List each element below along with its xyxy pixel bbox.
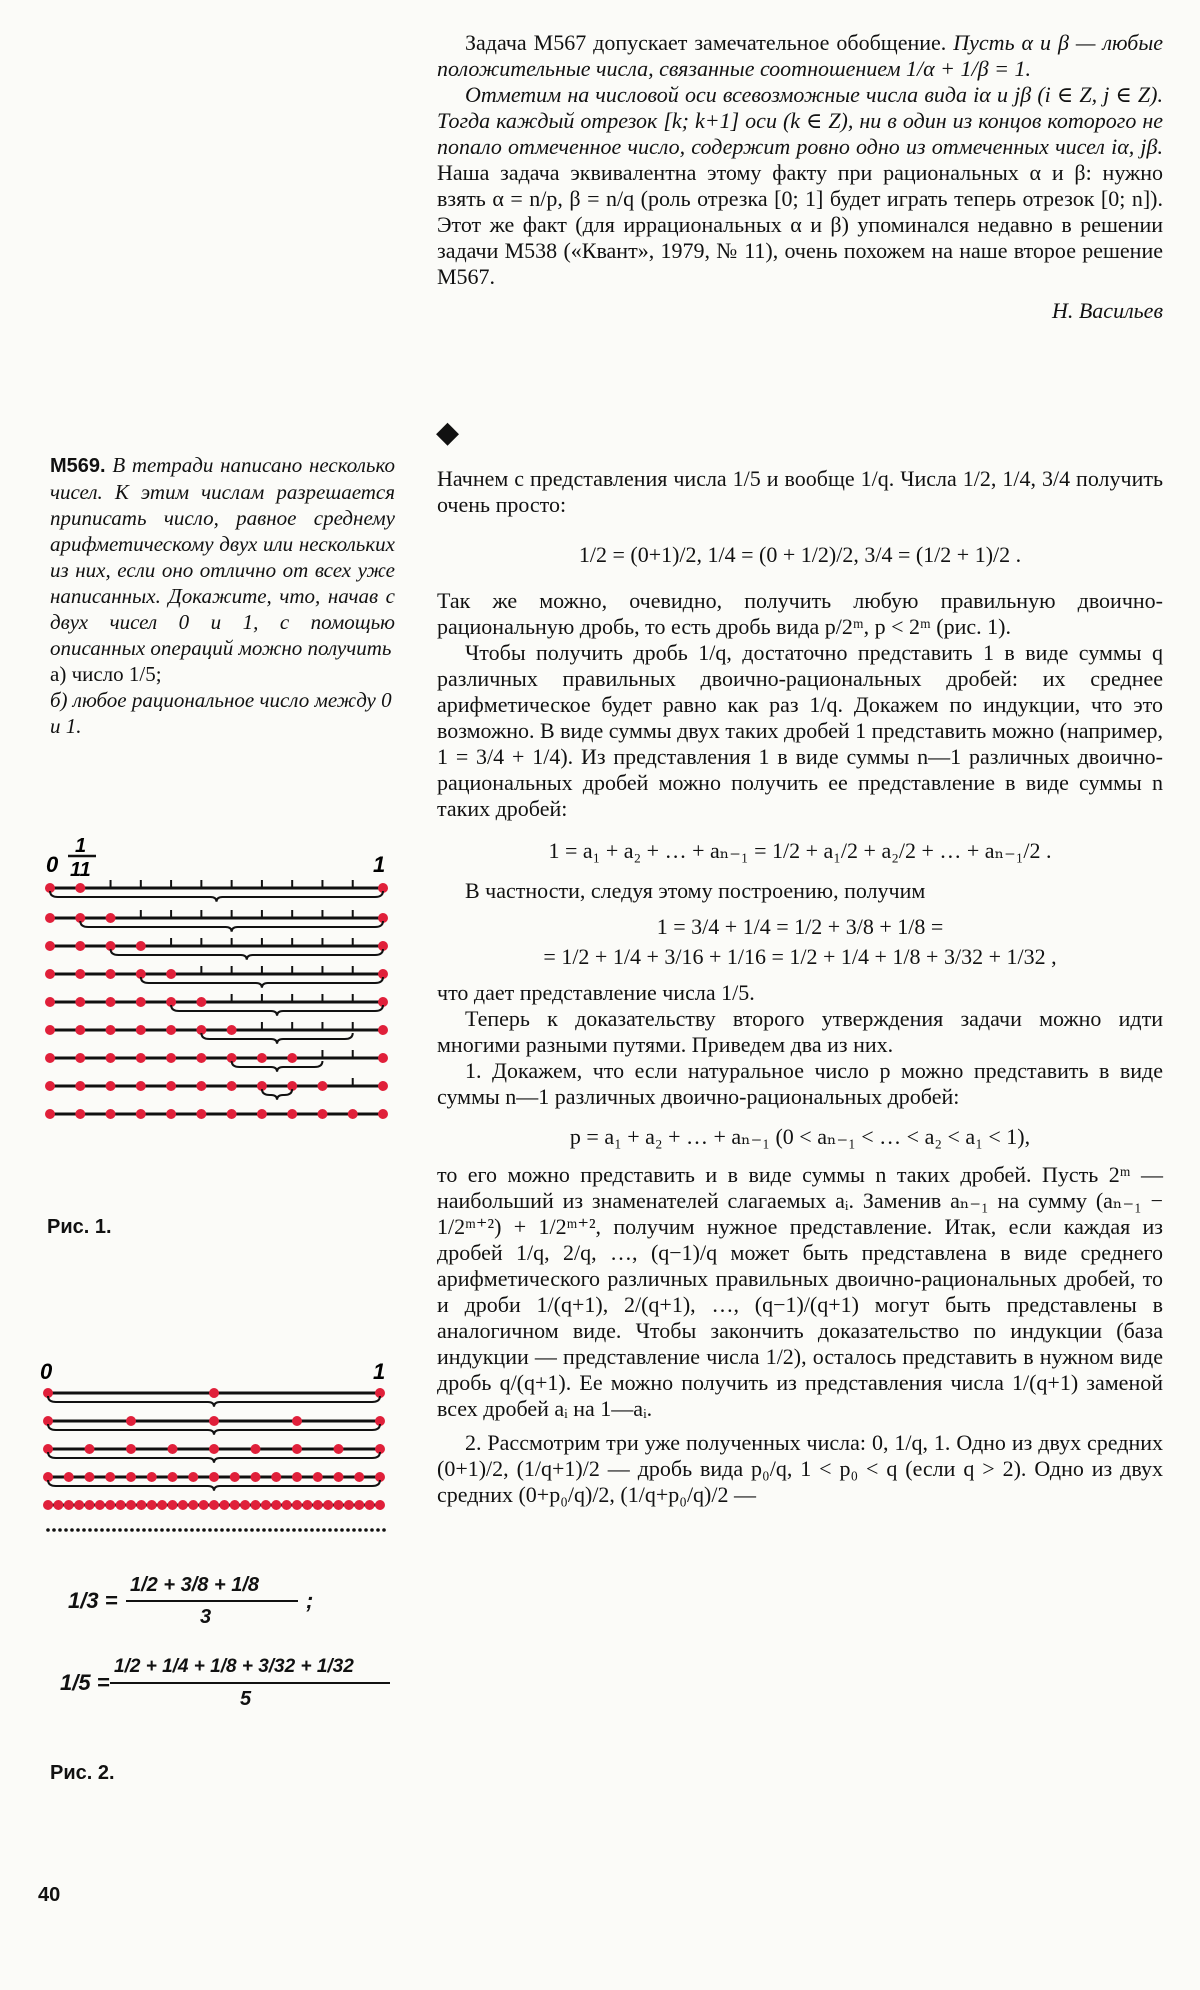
fig2-dotted-line-dot xyxy=(328,1528,332,1532)
fig2-dotted-line-dot xyxy=(76,1528,80,1532)
fig2-dotted-line-dot xyxy=(214,1528,218,1532)
fig2-dotted-line-dot xyxy=(226,1528,230,1532)
fig1-dot xyxy=(166,1081,176,1091)
fig1-dot xyxy=(196,997,206,1007)
fig2-dot xyxy=(354,1472,364,1482)
fig2-eq1-den: 3 xyxy=(200,1606,212,1628)
fig2-dot xyxy=(147,1472,157,1482)
formula-chain-1: 1 = 3/4 + 1/4 = 1/2 + 3/8 + 1/8 = xyxy=(656,914,944,939)
fig2-dotted-line-dot xyxy=(178,1528,182,1532)
fig1-dot xyxy=(106,1109,116,1119)
fig2-dotted-line-dot xyxy=(142,1528,146,1532)
problem-block xyxy=(50,452,395,739)
fig1-dot xyxy=(257,1053,267,1063)
fig1-dot xyxy=(106,913,116,923)
fig1-dot xyxy=(75,969,85,979)
fig2-dot xyxy=(85,1472,95,1482)
fig1-dot xyxy=(75,997,85,1007)
fig2-dotted-line-dot xyxy=(94,1528,98,1532)
fig2-dotted-line-dot xyxy=(370,1528,374,1532)
fig2-dot xyxy=(251,1444,261,1454)
fig2-dotted-line-dot xyxy=(166,1528,170,1532)
fig2-dotted-line-dot xyxy=(124,1528,128,1532)
fig2-dotted-line-dot xyxy=(334,1528,338,1532)
fig1-dot xyxy=(317,1081,327,1091)
fig2-dotted-line-dot xyxy=(268,1528,272,1532)
fig1-dot xyxy=(378,1053,388,1063)
para-method-1: 1. Докажем, что если натуральное число p можно представить в виде суммы n—1 различных двоично-рациональных дробей: xyxy=(437,1058,1163,1109)
fig1-brace xyxy=(111,949,383,960)
fig1-dot xyxy=(196,1081,206,1091)
fig2-dotted-line-dot xyxy=(196,1528,200,1532)
fig2-dot xyxy=(282,1500,292,1510)
fig2-dotted-line-dot xyxy=(322,1528,326,1532)
formula-sum: 1 = a₁ + a₂ + … + aₙ₋₁ = 1/2 + a₁/2 + a₂/2 + … + aₙ₋₁/2 . xyxy=(548,838,1052,863)
main-text xyxy=(437,466,1163,1508)
fig1-label-0: 0 xyxy=(46,852,59,877)
fig2-dot xyxy=(230,1500,240,1510)
fig2-dot xyxy=(334,1500,344,1510)
fig2-dotted-line-dot xyxy=(70,1528,74,1532)
problem-item-b: б) любое рациональное число между 0 и 1. xyxy=(50,688,392,738)
para-intro: Начнем с представления числа 1/5 и вообще 1/q. Числа 1/2, 1/4, 3/4 получить очень просто: xyxy=(437,466,1163,517)
figure-2 xyxy=(40,1355,400,1555)
fig2-dot xyxy=(292,1416,302,1426)
fig1-dot xyxy=(166,1025,176,1035)
fig2-dotted-line-dot xyxy=(304,1528,308,1532)
fig2-dot xyxy=(168,1500,178,1510)
fig2-dot xyxy=(85,1444,95,1454)
fig1-dot xyxy=(45,997,55,1007)
fig1-dot xyxy=(75,1109,85,1119)
author: Н. Васильев xyxy=(1051,298,1163,323)
fig2-dotted-line-dot xyxy=(154,1528,158,1532)
intro-paragraph-2 xyxy=(437,82,1163,290)
fig1-label-1: 1 xyxy=(373,852,386,877)
fig2-dotted-line-dot xyxy=(310,1528,314,1532)
problem-item-a: а) число 1/5; xyxy=(50,662,162,686)
fig2-dot xyxy=(240,1500,250,1510)
fig2-dot xyxy=(313,1500,323,1510)
page-number: 40 xyxy=(38,1884,61,1906)
para-particular: В частности, следуя этому построению, получим xyxy=(465,878,926,903)
fig2-dotted-line-dot xyxy=(346,1528,350,1532)
fig2-dot xyxy=(168,1472,178,1482)
fig1-dot xyxy=(75,1025,85,1035)
fig2-dot xyxy=(168,1444,178,1454)
figure-1-drawing xyxy=(40,830,400,1180)
fig2-dot xyxy=(313,1472,323,1482)
fig2-dot xyxy=(74,1500,84,1510)
fig1-dot xyxy=(75,1053,85,1063)
fig2-eq2-lhs: 1/5 = xyxy=(60,1670,110,1695)
fig2-dot xyxy=(209,1388,219,1398)
fig1-brace xyxy=(201,1033,352,1044)
fig1-dot xyxy=(45,941,55,951)
figure-1-caption: Рис. 1. xyxy=(47,1216,112,1238)
fig2-eq1-num: 1/2 + 3/8 + 1/8 xyxy=(130,1574,259,1596)
fig1-dot xyxy=(136,997,146,1007)
fig1-dot xyxy=(196,1109,206,1119)
formula-halves: 1/2 = (0+1)/2, 1/4 = (0 + 1/2)/2, 3/4 = (1/2 + 1)/2 . xyxy=(578,542,1022,567)
fig2-dotted-line-dot xyxy=(190,1528,194,1532)
fig2-dot xyxy=(178,1500,188,1510)
fig2-dotted-line-dot xyxy=(160,1528,164,1532)
fig1-dot xyxy=(378,1109,388,1119)
fig2-dot xyxy=(292,1472,302,1482)
fig2-dot xyxy=(251,1472,261,1482)
fig1-dot xyxy=(106,997,116,1007)
fig2-dotted-line-dot xyxy=(136,1528,140,1532)
intro-block xyxy=(437,30,1163,324)
para-dyadic: Так же можно, очевидно, получить любую правильную двоично-рациональную дробь, то есть дробь вида p/2ᵐ, p < 2ᵐ (рис. 1). xyxy=(437,588,1163,639)
fig2-dotted-line-dot xyxy=(364,1528,368,1532)
fig2-dot xyxy=(302,1500,312,1510)
fig1-dot xyxy=(317,1109,327,1119)
fig1-dot xyxy=(227,1109,237,1119)
fig1-dot xyxy=(348,1109,358,1119)
fig2-dotted-line-dot xyxy=(118,1528,122,1532)
fig2-eq2-bar xyxy=(110,1682,390,1684)
fig1-dot xyxy=(45,1053,55,1063)
formula-p: p = a₁ + a₂ + … + aₙ₋₁ (0 < aₙ₋₁ < … < a₂ < a₁ < 1), xyxy=(569,1124,1031,1149)
fig1-label-numerator: 1 xyxy=(75,835,87,857)
fig2-dot xyxy=(95,1500,105,1510)
fig2-dotted-line-dot xyxy=(208,1528,212,1532)
fig2-dot xyxy=(334,1472,344,1482)
fig2-eq1-semicolon: ; xyxy=(306,1588,314,1613)
fig2-eq1-bar xyxy=(126,1600,298,1602)
fig2-dotted-line-dot xyxy=(88,1528,92,1532)
fig2-dotted-line-dot xyxy=(100,1528,104,1532)
fig2-rows xyxy=(43,1388,386,1532)
fig1-dot xyxy=(378,1025,388,1035)
fig2-dot xyxy=(344,1500,354,1510)
fig2-dotted-line-dot xyxy=(244,1528,248,1532)
fig2-dotted-line-dot xyxy=(256,1528,260,1532)
fig2-dotted-line-dot xyxy=(274,1528,278,1532)
fig2-dot xyxy=(188,1500,198,1510)
fig2-dot xyxy=(43,1500,53,1510)
fig2-dotted-line-dot xyxy=(106,1528,110,1532)
fig1-label-denominator: 11 xyxy=(70,859,91,881)
fig2-dotted-line-dot xyxy=(262,1528,266,1532)
fig2-dotted-line-dot xyxy=(286,1528,290,1532)
fig1-dot xyxy=(287,1053,297,1063)
fig2-dotted-line-dot xyxy=(148,1528,152,1532)
problem-text: В тетради написано несколько чисел. К этим числам разрешается приписать число, равное среднему арифметическому двух или нескольких из них, если оно отлично от всех уже написанных. Докажите, что, начав с двух чисел 0 и 1, с помощью описанных операций можно получить xyxy=(50,453,395,660)
fig2-dot xyxy=(85,1500,95,1510)
fig2-dot xyxy=(64,1500,74,1510)
fig2-dot xyxy=(354,1500,364,1510)
fig2-dotted-line-dot xyxy=(340,1528,344,1532)
para-method-2: 2. Рассмотрим три уже полученных числа: 0, 1/q, 1. Одно из двух средних (0+1)/2, (1/q+1)/2 — дробь вида p₀/q, 1 < p₀ < q (если q > 2). Одно из двух средних (0+p₀/q)/2, (1/q+p₀/q)/2 — xyxy=(437,1430,1163,1507)
fig2-dot xyxy=(375,1500,385,1510)
fig2-equation-2 xyxy=(60,1652,390,1732)
theorem-comment: Наша задача эквивалентна этому факту при рациональных α и β: нужно взять α = n/p, β = n/q (роль отрезка [0; 1] будет играть теперь отрезок [0; n]). Этот же факт (для иррациональных α и β) упоминался недавно в решении задачи М538 («Квант», 1979, № 11), очень похожем на наше второе решение М567. xyxy=(437,160,1163,289)
fig1-dot xyxy=(106,969,116,979)
figure-2-drawing xyxy=(40,1355,400,1555)
fig2-dot xyxy=(126,1444,136,1454)
fig1-dot xyxy=(227,1081,237,1091)
fig2-dot xyxy=(188,1472,198,1482)
fig1-dot xyxy=(75,883,85,893)
fig2-dotted-line-dot xyxy=(172,1528,176,1532)
fig2-dot xyxy=(105,1500,115,1510)
fig2-dot xyxy=(136,1500,146,1510)
fig2-dot xyxy=(209,1500,219,1510)
fig2-dot xyxy=(323,1500,333,1510)
intro-sentence: Задача М567 допускает замечательное обобщение. xyxy=(465,30,947,55)
figure-2-caption: Рис. 2. xyxy=(50,1762,115,1784)
fig2-dot xyxy=(126,1500,136,1510)
fig2-dotted-line-dot xyxy=(58,1528,62,1532)
fig1-dot xyxy=(136,1109,146,1119)
fig1-brace xyxy=(50,891,383,902)
fig2-dotted-line-dot xyxy=(82,1528,86,1532)
fig1-dot xyxy=(378,1081,388,1091)
fig1-dot xyxy=(75,941,85,951)
fig2-eq2-den: 5 xyxy=(240,1688,252,1710)
fig1-rows xyxy=(45,880,388,1119)
fig2-dotted-line-dot xyxy=(298,1528,302,1532)
fig2-label-0: 0 xyxy=(40,1359,53,1384)
fig1-dot xyxy=(106,1025,116,1035)
fig2-dot xyxy=(365,1500,375,1510)
fig2-dot xyxy=(105,1472,115,1482)
fig2-dot xyxy=(292,1500,302,1510)
fig1-dot xyxy=(106,1081,116,1091)
fig2-dot xyxy=(147,1500,157,1510)
fig2-dotted-line-dot xyxy=(46,1528,50,1532)
fig1-dot xyxy=(257,1109,267,1119)
fig2-dotted-line-dot xyxy=(316,1528,320,1532)
fig1-dot xyxy=(166,969,176,979)
section-diamond-icon: ◆ xyxy=(436,416,460,449)
fig2-eq2-num: 1/2 + 1/4 + 1/8 + 3/32 + 1/32 xyxy=(114,1656,354,1677)
fig2-dot xyxy=(334,1444,344,1454)
fig1-dot xyxy=(136,1025,146,1035)
fig2-dotted-line-dot xyxy=(232,1528,236,1532)
fig2-dot xyxy=(230,1472,240,1482)
fig1-brace xyxy=(262,1089,292,1100)
fig2-dot xyxy=(209,1444,219,1454)
fig1-brace xyxy=(232,1061,323,1072)
fig2-eq1-lhs: 1/3 = xyxy=(68,1588,118,1613)
fig2-dotted-line-dot xyxy=(250,1528,254,1532)
fig1-dot xyxy=(106,1053,116,1063)
fig2-dot xyxy=(126,1472,136,1482)
fig2-dot xyxy=(271,1472,281,1482)
fig2-dot xyxy=(219,1500,229,1510)
fig2-dot xyxy=(126,1416,136,1426)
fig2-dotted-line-dot xyxy=(352,1528,356,1532)
fig2-dotted-line-dot xyxy=(220,1528,224,1532)
fig1-dot xyxy=(136,1081,146,1091)
fig2-dotted-line-dot xyxy=(382,1528,386,1532)
fig1-dot xyxy=(136,1053,146,1063)
fig1-brace xyxy=(80,921,383,932)
fig1-dot xyxy=(45,1025,55,1035)
fig1-dot xyxy=(227,1025,237,1035)
formula-chain-2: = 1/2 + 1/4 + 3/16 + 1/16 = 1/2 + 1/4 + 1/8 + 3/32 + 1/32 , xyxy=(543,944,1057,969)
problem-number: М569. xyxy=(50,455,106,477)
fig2-dotted-line-dot xyxy=(184,1528,188,1532)
theorem-statement: Отметим на числовой оси всевозможные числа вида iα и jβ (i ∈ Z, j ∈ Z). Тогда каждый отрезок [k; k+1] оси (k ∈ Z), ни в один из концов которого не попало отмеченное число, содержит ровно одно из отмеченных чисел iα, jβ. xyxy=(437,82,1163,159)
fig2-dot xyxy=(157,1500,167,1510)
fig1-dot xyxy=(45,1109,55,1119)
fig2-dot xyxy=(199,1500,209,1510)
intro-paragraph-1 xyxy=(437,30,1163,82)
fig2-label-1: 1 xyxy=(373,1359,386,1384)
para-second-claim: Теперь к доказательству второго утверждения задачи можно идти многими разными путями. Приведем два из них. xyxy=(437,1006,1163,1057)
fig1-dot xyxy=(196,1053,206,1063)
fig1-dot xyxy=(287,1109,297,1119)
fig2-dot xyxy=(292,1444,302,1454)
figure-1 xyxy=(40,830,400,1238)
fig2-dotted-line-dot xyxy=(292,1528,296,1532)
fig2-dotted-line-dot xyxy=(376,1528,380,1532)
para-method-1-cont: то его можно представить и в виде суммы n таких дробей. Пусть 2ᵐ — наибольший из знаменателей слагаемых aᵢ. Заменив aₙ₋₁ на сумму (aₙ₋₁ − 1/2ᵐ⁺²) + 1/2ᵐ⁺², получим нужное представление. Итак, если каждая из дробей 1/q, 2/q, …, (q−1)/q может быть представлена в виде среднего арифметического различных правильных двоично-рациональных дробей, то и дроби 1/(q+1), 2/(q+1), …, (q−1)/(q+1) могут быть представлены в аналогичном виде. Чтобы закончить доказательство по индукции (база индукции — представление числа 1/2), осталось представить в нужном виде дробь q/(q+1). Ее можно получить из представления числа 1/(q+1) заменой всех дробей aᵢ на 1—aᵢ. xyxy=(437,1162,1163,1421)
fig2-dotted-line-dot xyxy=(280,1528,284,1532)
fig2-dotted-line-dot xyxy=(358,1528,362,1532)
fig2-dotted-line-dot xyxy=(202,1528,206,1532)
fig2-dot xyxy=(271,1500,281,1510)
fig1-dot xyxy=(166,1109,176,1119)
fig2-dotted-line-dot xyxy=(52,1528,56,1532)
fig2-equations xyxy=(60,1570,390,1732)
fig1-brace xyxy=(141,977,383,988)
generalization-statement: Пусть α и β — любые положительные числа, связанные соотношением 1/α + 1/β = 1. xyxy=(437,30,1163,81)
fig2-dot xyxy=(116,1500,126,1510)
fig1-dot xyxy=(166,1053,176,1063)
fig2-equation-1 xyxy=(60,1570,390,1640)
fig2-dot xyxy=(53,1500,63,1510)
fig1-dot xyxy=(45,1081,55,1091)
fig2-dot xyxy=(261,1500,271,1510)
fig2-dot xyxy=(209,1472,219,1482)
fig1-dot xyxy=(75,1081,85,1091)
fig2-dotted-line-dot xyxy=(112,1528,116,1532)
fig2-dot xyxy=(64,1472,74,1482)
para-induction: Чтобы получить дробь 1/q, достаточно представить 1 в виде суммы q различных правильных двоично-рациональных дробей: их среднее арифметическое будет равно как раз 1/q. Докажем по индукции, что это возможно. В виде суммы двух таких дробей 1 представить можно (например, 1 = 3/4 + 1/4). Из представления 1 в виде суммы n—1 различных двоично-рациональных дробей можно получить ее представление в виде суммы n таких дробей: xyxy=(437,640,1163,821)
fig2-dotted-line-dot xyxy=(130,1528,134,1532)
fig2-dotted-line-dot xyxy=(64,1528,68,1532)
fig2-dot xyxy=(251,1500,261,1510)
fig1-dot xyxy=(45,969,55,979)
para-gives: что дает представление числа 1/5. xyxy=(437,980,755,1005)
fig1-dot xyxy=(136,941,146,951)
fig2-dot xyxy=(209,1416,219,1426)
fig2-dotted-line-dot xyxy=(238,1528,242,1532)
fig1-dot xyxy=(45,913,55,923)
